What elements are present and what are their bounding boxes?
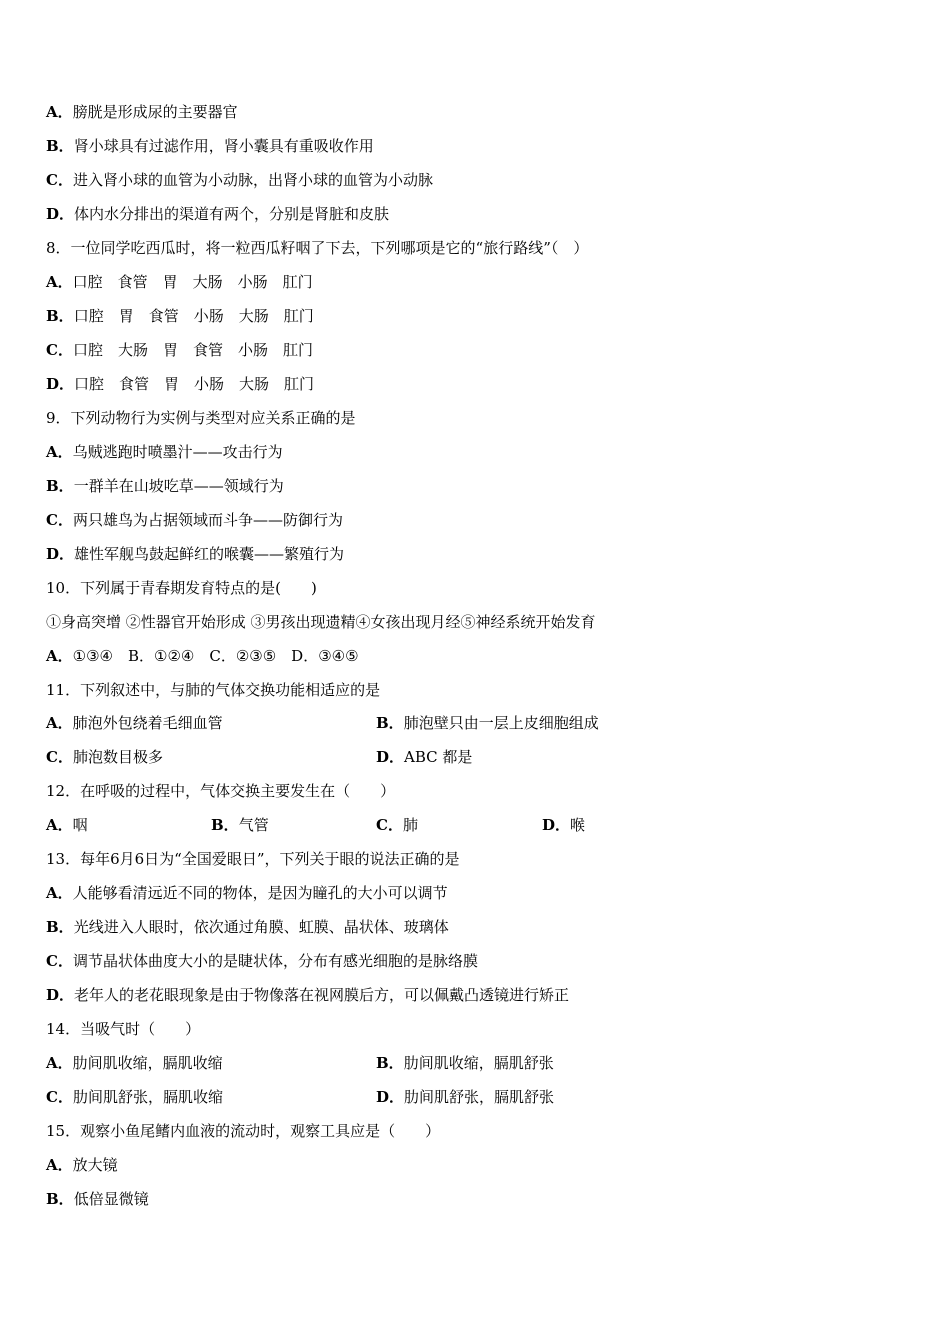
q7-option-b: B．肾小球具有过滤作用，肾小囊具有重吸收作用: [46, 137, 374, 155]
q11-option-b: B．肺泡壁只由一层上皮细胞组成: [376, 714, 599, 732]
q9-stem: 9．下列动物行为实例与类型对应关系正确的是: [46, 409, 356, 427]
option-letter: A．: [46, 273, 73, 291]
option-letter: D．: [376, 1088, 405, 1106]
q9-option-a: A．乌贼逃跑时喷墨汁——攻击行为: [46, 443, 283, 461]
q11-option-a: A．肺泡外包绕着毛细血管: [46, 714, 223, 732]
option-letter: B．: [46, 1190, 74, 1208]
option-letter: A．: [46, 714, 73, 732]
q10-options: A．①③④ B．①②④ C．②③⑤ D．③④⑤: [46, 647, 359, 665]
option-letter: B．: [46, 307, 74, 325]
option-letter: D．: [46, 545, 75, 563]
option-letter: B．: [211, 816, 239, 834]
option-letter: D．: [46, 986, 75, 1004]
q8-option-a: A．口腔 食管 胃 大肠 小肠 肛门: [46, 273, 313, 291]
option-letter: A．: [46, 1054, 73, 1072]
option-letter: C．: [46, 748, 73, 766]
q11-option-c: C．肺泡数目极多: [46, 748, 163, 766]
option-letter: C．: [46, 1088, 73, 1106]
q14-option-d: D．肋间肌舒张，膈肌舒张: [376, 1088, 555, 1106]
q14-stem: 14．当吸气时（ ）: [46, 1020, 201, 1038]
option-letter: A．: [46, 647, 73, 665]
option-letter: D．: [46, 205, 75, 223]
q10-stem: 10．下列属于青春期发育特点的是( ): [46, 579, 317, 597]
option-letter: C．: [46, 171, 73, 189]
option-letter: B．: [46, 137, 74, 155]
q12-option-c: C．肺: [376, 816, 418, 834]
q8-option-d: D．口腔 食管 胃 小肠 大肠 肛门: [46, 375, 315, 393]
q13-stem: 13．每年6月6日为“全国爱眼日”，下列关于眼的说法正确的是: [46, 850, 460, 868]
q8-option-b: B．口腔 胃 食管 小肠 大肠 肛门: [46, 307, 314, 325]
option-letter: C．: [376, 816, 403, 834]
option-letter: C．: [46, 952, 73, 970]
q13-option-a: A．人能够看清远近不同的物体，是因为瞳孔的大小可以调节: [46, 884, 448, 902]
q8-option-c: C．口腔 大肠 胃 食管 小肠 肛门: [46, 341, 313, 359]
q7-option-d: D．体内水分排出的渠道有两个，分别是肾脏和皮肤: [46, 205, 390, 223]
option-letter: A．: [46, 1156, 73, 1174]
q9-option-b: B．一群羊在山坡吃草——领域行为: [46, 477, 284, 495]
q12-stem: 12．在呼吸的过程中，气体交换主要发生在（ ）: [46, 782, 396, 800]
q11-option-d: D．ABC 都是: [376, 748, 473, 766]
q7-option-a: A．膀胱是形成尿的主要器官: [46, 103, 238, 121]
option-letter: D．: [542, 816, 571, 834]
q13-option-c: C．调节晶状体曲度大小的是睫状体，分布有感光细胞的是脉络膜: [46, 952, 478, 970]
q14-option-b: B．肋间肌收缩，膈肌舒张: [376, 1054, 554, 1072]
option-letter: C．: [46, 341, 73, 359]
q15-option-a: A．放大镜: [46, 1156, 118, 1174]
q15-option-b: B．低倍显微镜: [46, 1190, 149, 1208]
option-letter: A．: [46, 443, 73, 461]
q9-option-c: C．两只雄鸟为占据领域而斗争——防御行为: [46, 511, 343, 529]
option-letter: A．: [46, 816, 73, 834]
q13-option-b: B．光线进入人眼时，依次通过角膜、虹膜、晶状体、玻璃体: [46, 918, 449, 936]
q12-option-b: B．气管: [211, 816, 269, 834]
q7-option-c: C．进入肾小球的血管为小动脉，出肾小球的血管为小动脉: [46, 171, 433, 189]
q9-option-d: D．雄性军舰鸟鼓起鲜红的喉囊——繁殖行为: [46, 545, 345, 563]
option-letter: B．: [376, 1054, 404, 1072]
option-letter: C．: [46, 511, 73, 529]
option-letter: B．: [46, 477, 74, 495]
option-letter: B．: [376, 714, 404, 732]
q14-option-a: A．肋间肌收缩，膈肌收缩: [46, 1054, 223, 1072]
option-letter: A．: [46, 884, 73, 902]
q14-option-c: C．肋间肌舒张，膈肌收缩: [46, 1088, 223, 1106]
q13-option-d: D．老年人的老花眼现象是由于物像落在视网膜后方，可以佩戴凸透镜进行矫正: [46, 986, 570, 1004]
option-letter: B．: [46, 918, 74, 936]
q15-stem: 15．观察小鱼尾鳍内血液的流动时，观察工具应是（ ）: [46, 1122, 441, 1140]
option-letter: A．: [46, 103, 73, 121]
option-letter: D．: [376, 748, 405, 766]
option-letter: D．: [46, 375, 75, 393]
q12-option-d: D．喉: [542, 816, 586, 834]
q10-items: ①身高突增 ②性器官开始形成 ③男孩出现遗精④女孩出现月经⑤神经系统开始发育: [46, 613, 596, 631]
q11-stem: 11．下列叙述中，与肺的气体交换功能相适应的是: [46, 681, 381, 699]
q8-stem: 8．一位同学吃西瓜时，将一粒西瓜籽咽了下去，下列哪项是它的“旅行路线”（ ）: [46, 239, 589, 257]
q12-option-a: A．咽: [46, 816, 88, 834]
